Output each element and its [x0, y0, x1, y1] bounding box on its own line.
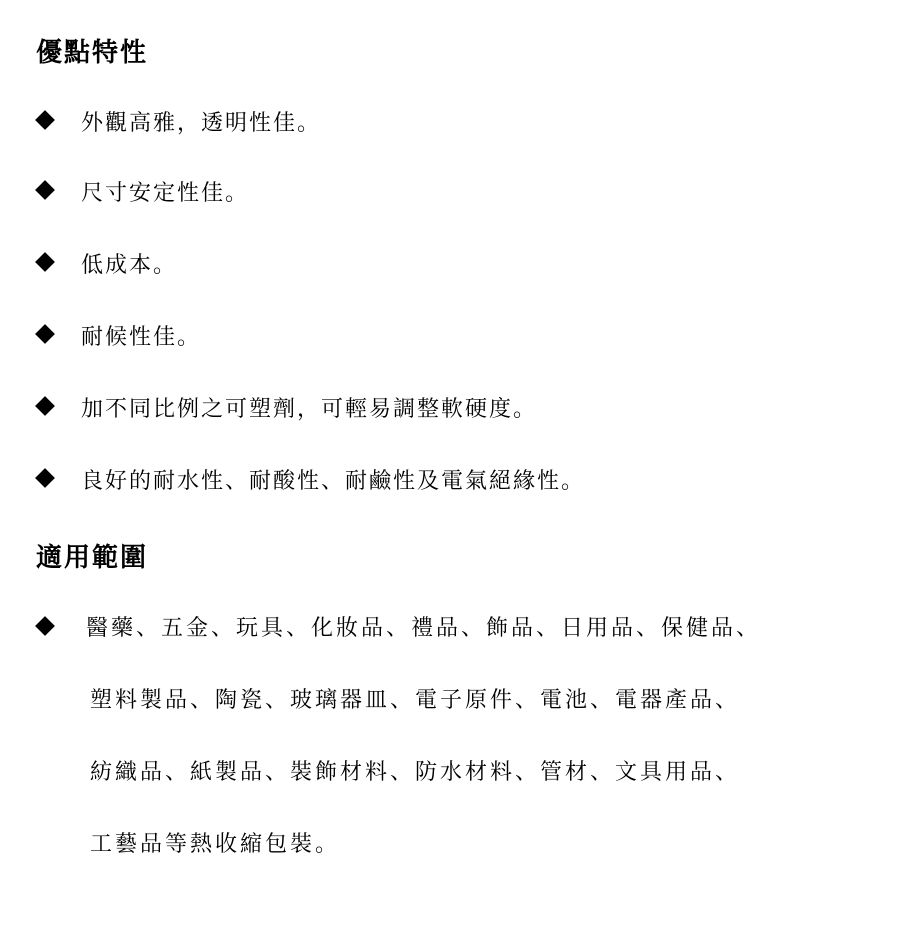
- applications-line: 醫藥、五金、玩具、化妝品、禮品、飾品、日用品、保健品、: [86, 616, 762, 641]
- advantage-item-text: 良好的耐水性、耐酸性、耐鹼性及電氣絕緣性。: [81, 469, 586, 494]
- advantage-item-text: 低成本。: [81, 253, 178, 278]
- diamond-bullet-icon: [35, 110, 55, 130]
- advantages-heading: 優點特性: [36, 38, 149, 68]
- diamond-bullet-icon: [35, 468, 55, 488]
- diamond-bullet-icon: [35, 252, 55, 272]
- advantage-item-text: 尺寸安定性佳。: [81, 181, 250, 206]
- advantage-item-text: 外觀高雅，透明性佳。: [81, 111, 322, 136]
- applications-line: 塑料製品、陶瓷、玻璃器皿、電子原件、電池、電器產品、: [90, 688, 741, 713]
- advantage-item-text: 加不同比例之可塑劑，可輕易調整軟硬度。: [81, 397, 538, 422]
- advantage-item-text: 耐候性佳。: [81, 325, 202, 350]
- diamond-bullet-icon: [35, 324, 55, 344]
- applications-line: 紡織品、紙製品、裝飾材料、防水材料、管材、文具用品、: [90, 760, 741, 785]
- applications-heading: 適用範圍: [36, 543, 149, 573]
- diamond-bullet-icon: [35, 396, 55, 416]
- diamond-bullet-icon: [35, 180, 55, 200]
- applications-line: 工藝品等熱收縮包裝。: [90, 832, 341, 857]
- diamond-bullet-icon: [35, 616, 55, 636]
